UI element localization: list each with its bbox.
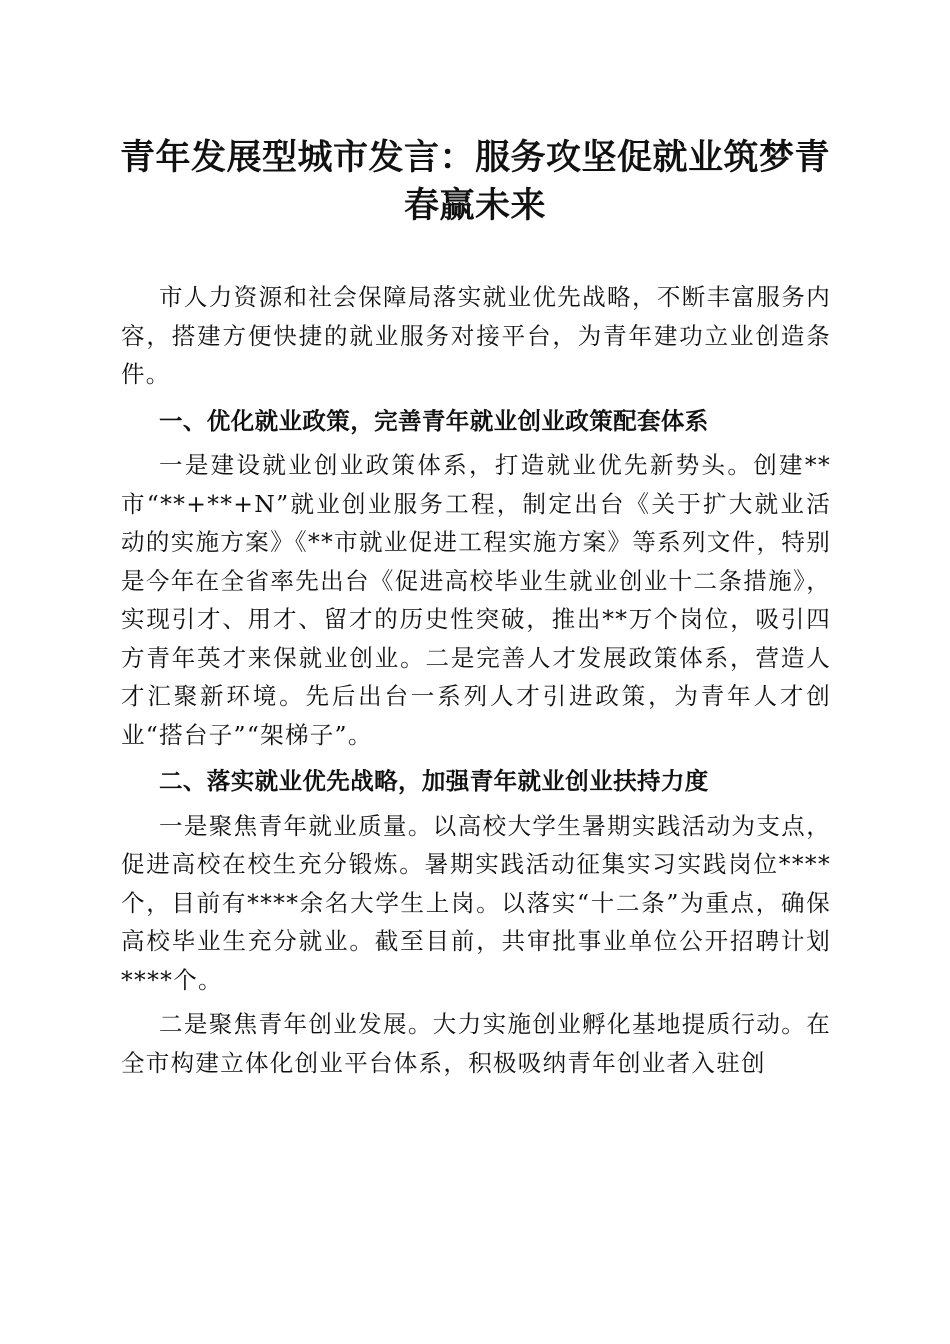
- section-2-paragraph-1: 一是聚焦青年就业质量。以高校大学生暑期实践活动为支点，促进高校在校生充分锻炼。暑期实践活动征集实习实践岗位****个，目前有****余名大学生上岗。以落实“十二条”为重点，确保高校毕业生充分就业。截至目前，共审批事业单位公开招聘计划****个。: [121, 811, 831, 994]
- intro-paragraph: 市人力资源和社会保障局落实就业优先战略，不断丰富服务内容，搭建方便快捷的就业服务对接平台，为青年建功立业创造条件。: [121, 283, 831, 388]
- document-body: [121, 278, 831, 1082]
- section-1-paragraph-1: 一是建设就业创业政策体系，打造就业优先新势头。创建**市“**+**+N”就业创业服务工程，制定出台《关于扩大就业活动的实施方案》《**市就业促进工程实施方案》等系列文件，特别是今年在全省率先出台《促进高校毕业生就业创业十二条措施》，实现引才、用才、留才的历史性突破，推出**万个岗位，吸引四方青年英才来保就业创业。二是完善人才发展政策体系，营造人才汇聚新环境。先后出台一系列人才引进政策，为青年人才创业“搭台子”“架梯子”。: [121, 451, 831, 749]
- section-heading-1: 一、优化就业政策，完善青年就业创业政策配套体系: [159, 406, 709, 435]
- section-heading-2: 二、落实就业优先战略，加强青年就业创业扶持力度: [159, 767, 709, 795]
- section-2-paragraph-2: 二是聚焦青年创业发展。大力实施创业孵化基地提质行动。在全市构建立体化创业平台体系，积极吸纳青年创业者入驻创: [121, 1010, 831, 1077]
- document-title: 青年发展型城市发言：服务攻坚促就业筑梦青春赢未来: [119, 137, 830, 226]
